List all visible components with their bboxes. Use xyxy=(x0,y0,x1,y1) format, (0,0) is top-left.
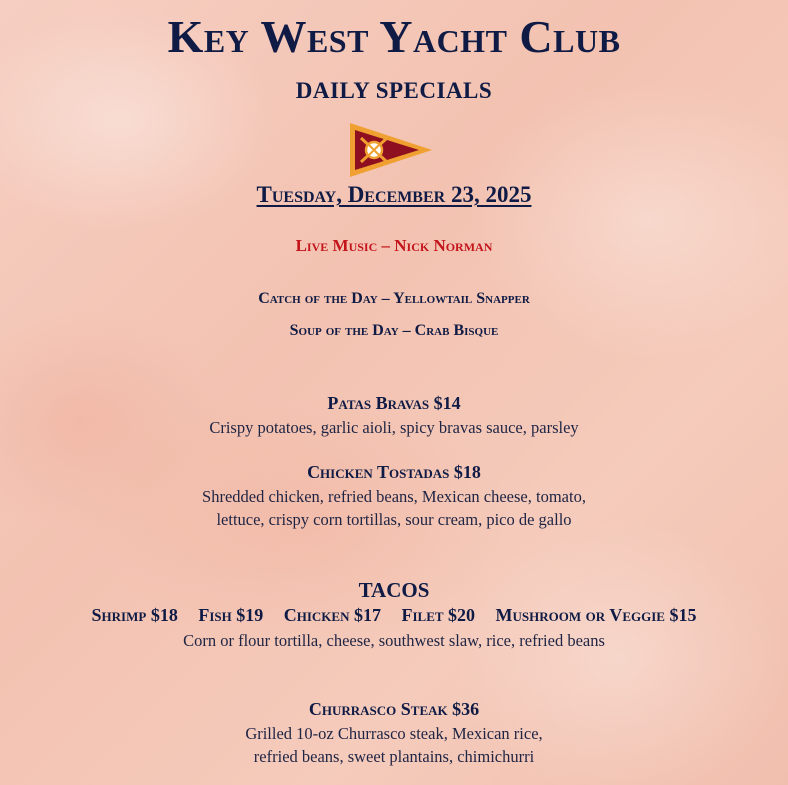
chicken-tostadas-desc-line1: Shredded chicken, refried beans, Mexican cheese, tomato, xyxy=(202,487,586,506)
churrasco-steak-desc-line1: Grilled 10-oz Churrasco steak, Mexican rice, xyxy=(245,724,543,743)
taco-option-filet: Filet $20 xyxy=(401,605,476,625)
menu-date: Tuesday, December 23, 2025 xyxy=(256,182,532,207)
churrasco-steak-name: Churrasco Steak $36 xyxy=(308,699,480,719)
burgee-flag-icon xyxy=(347,120,435,180)
tacos-desc: Corn or flour tortilla, cheese, southwest slaw, rice, refried beans xyxy=(183,631,605,650)
soup-of-the-day: Soup of the Day – Crab Bisque xyxy=(289,322,499,339)
taco-option-shrimp: Shrimp $18 xyxy=(91,605,178,625)
chicken-tostadas-desc-line2: lettuce, crispy corn tortillas, sour cream, pico de gallo xyxy=(216,510,572,529)
tacos-options xyxy=(0,605,788,626)
taco-option-veggie: Mushroom or Veggie $15 xyxy=(495,605,697,625)
menu-subtitle: DAILY SPECIALS xyxy=(295,78,493,103)
club-title: Key West Yacht Club xyxy=(167,11,621,62)
patas-bravas-name: Patas Bravas $14 xyxy=(327,393,461,413)
catch-of-the-day: Catch of the Day – Yellowtail Snapper xyxy=(258,290,530,307)
taco-option-fish: Fish $19 xyxy=(198,605,264,625)
churrasco-steak-desc-line2: refried beans, sweet plantains, chimichurri xyxy=(253,747,535,766)
taco-option-chicken: Chicken $17 xyxy=(283,605,381,625)
tacos-heading: TACOS xyxy=(358,578,430,602)
patas-bravas-desc: Crispy potatoes, garlic aioli, spicy bravas sauce, parsley xyxy=(209,418,579,437)
chicken-tostadas-name: Chicken Tostadas $18 xyxy=(307,462,481,482)
live-music-line: Live Music – Nick Norman xyxy=(295,236,493,255)
